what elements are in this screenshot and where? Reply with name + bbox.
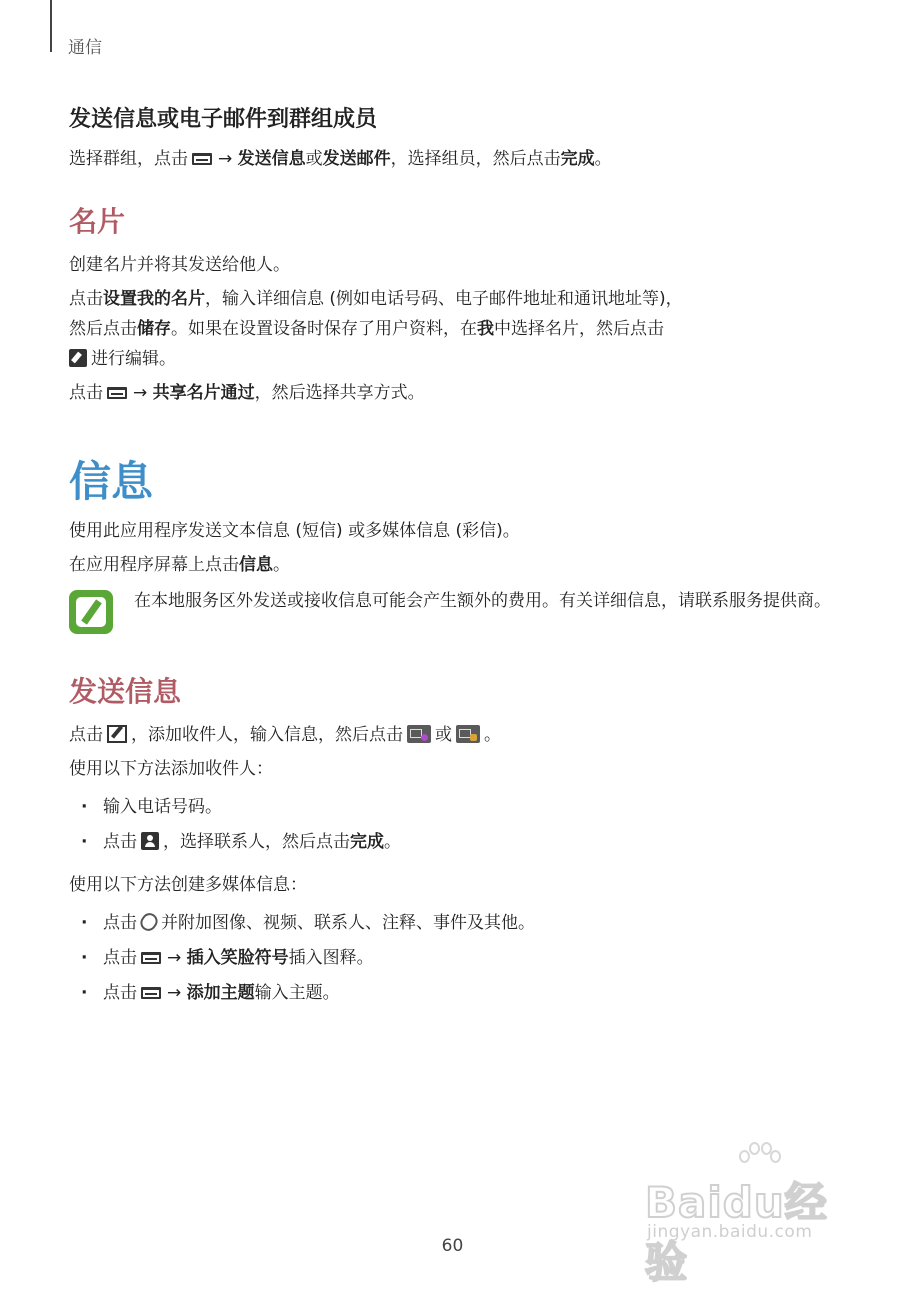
arrow: → bbox=[167, 983, 182, 1003]
paperclip-icon bbox=[137, 910, 160, 934]
me-label: 我 bbox=[477, 319, 494, 339]
list-item bbox=[69, 906, 859, 941]
done-label: 完成 bbox=[350, 832, 384, 852]
text: 点击 bbox=[69, 289, 103, 309]
messages-open bbox=[69, 550, 859, 580]
baidu-watermark bbox=[645, 1140, 855, 1287]
text: 并附加图像、视频、联系人、注释、事件及其他。 bbox=[161, 913, 535, 933]
list-item bbox=[69, 976, 859, 1011]
menu-icon bbox=[141, 987, 163, 1001]
text: 点击 bbox=[69, 725, 103, 745]
text: ，选择联系人，然后点击 bbox=[163, 832, 350, 852]
text: 输入电话号码。 bbox=[103, 797, 222, 817]
text: 或 bbox=[305, 149, 323, 169]
messages-intro: 使用此应用程序发送文本信息 (短信) 或多媒体信息 (彩信)。 bbox=[69, 521, 520, 541]
text: 。 bbox=[384, 832, 401, 852]
page-number: 60 bbox=[441, 1236, 464, 1256]
arrow: → bbox=[167, 948, 182, 968]
text: ，选择组员，然后点击 bbox=[390, 149, 561, 169]
menu-icon bbox=[141, 952, 163, 966]
note-box bbox=[69, 586, 859, 634]
save-label: 储存 bbox=[137, 319, 171, 339]
arrow: → bbox=[218, 149, 233, 169]
text: 点击 bbox=[103, 948, 137, 968]
edit-icon bbox=[69, 349, 87, 367]
messages-heading: 信息 bbox=[69, 457, 154, 506]
text: 点击 bbox=[103, 832, 137, 852]
text: 。 bbox=[594, 149, 612, 169]
text: ，然后选择共享方式。 bbox=[254, 383, 425, 403]
recipient-methods bbox=[69, 790, 859, 860]
text: 选择群组，点击 bbox=[69, 149, 188, 169]
send-sms-icon bbox=[407, 725, 431, 743]
group-message-heading: 发送信息或电子邮件到群组成员 bbox=[69, 107, 378, 132]
contact-icon bbox=[141, 832, 159, 850]
namecard-intro: 创建名片并将其发送给他人。 bbox=[69, 255, 290, 275]
menu-icon bbox=[192, 153, 214, 167]
send-mms-icon bbox=[456, 725, 480, 743]
group-message-instructions bbox=[69, 144, 859, 174]
page-margin-rule bbox=[50, 0, 52, 52]
text: ，输入详细信息 (例如电话号码、电子邮件地址和通讯地址等)， bbox=[205, 289, 683, 309]
text: 中选择名片，然后点击 bbox=[494, 319, 664, 339]
text: 进行编辑。 bbox=[91, 349, 176, 369]
arrow: → bbox=[133, 383, 148, 403]
watermark-logo-text: Baidu经验 bbox=[645, 1178, 828, 1287]
note-text: 在本地服务区外发送或接收信息可能会产生额外的费用。有关详细信息，请联系服务提供商。 bbox=[134, 591, 831, 611]
running-head: 通信 bbox=[68, 38, 102, 58]
messages-app-label: 信息 bbox=[239, 555, 273, 575]
text: 。 bbox=[484, 725, 501, 745]
text: ，添加收件人，输入信息，然后点击 bbox=[131, 725, 403, 745]
done-label: 完成 bbox=[560, 149, 595, 169]
text: 或 bbox=[435, 725, 452, 745]
text: 在应用程序屏幕上点击 bbox=[69, 555, 239, 575]
mms-methods bbox=[69, 906, 859, 1011]
namecard-instructions bbox=[69, 284, 859, 374]
list-item bbox=[69, 941, 859, 976]
text: 点击 bbox=[69, 383, 103, 403]
text: 然后点击 bbox=[69, 319, 137, 339]
text: 输入主题。 bbox=[254, 983, 340, 1003]
set-my-card-label: 设置我的名片 bbox=[103, 289, 205, 309]
send-instructions bbox=[69, 720, 859, 750]
send-message-heading: 发送信息 bbox=[69, 675, 182, 708]
share-card-via-label: 共享名片通过 bbox=[152, 383, 255, 403]
add-subject-label: 添加主题 bbox=[186, 983, 255, 1003]
insert-smiley-label: 插入笑脸符号 bbox=[186, 948, 289, 968]
text: 插入图释。 bbox=[288, 948, 374, 968]
compose-icon bbox=[107, 725, 127, 743]
text: 。如果在设置设备时保存了用户资料，在 bbox=[171, 319, 477, 339]
note-icon bbox=[69, 590, 113, 634]
page-content bbox=[69, 102, 859, 1011]
text: 点击 bbox=[103, 983, 137, 1003]
watermark-url: jingyan.baidu.com bbox=[647, 1222, 813, 1242]
list-item bbox=[69, 790, 859, 825]
namecard-share bbox=[69, 378, 859, 408]
namecard-heading: 名片 bbox=[69, 205, 126, 238]
recipients-intro: 使用以下方法添加收件人： bbox=[69, 759, 273, 779]
text: 点击 bbox=[103, 913, 137, 933]
send-email-label: 发送邮件 bbox=[322, 149, 391, 169]
mms-intro: 使用以下方法创建多媒体信息： bbox=[69, 875, 307, 895]
text: 。 bbox=[273, 555, 290, 575]
menu-icon bbox=[107, 387, 129, 401]
send-message-label: 发送信息 bbox=[237, 149, 306, 169]
list-item bbox=[69, 825, 859, 860]
